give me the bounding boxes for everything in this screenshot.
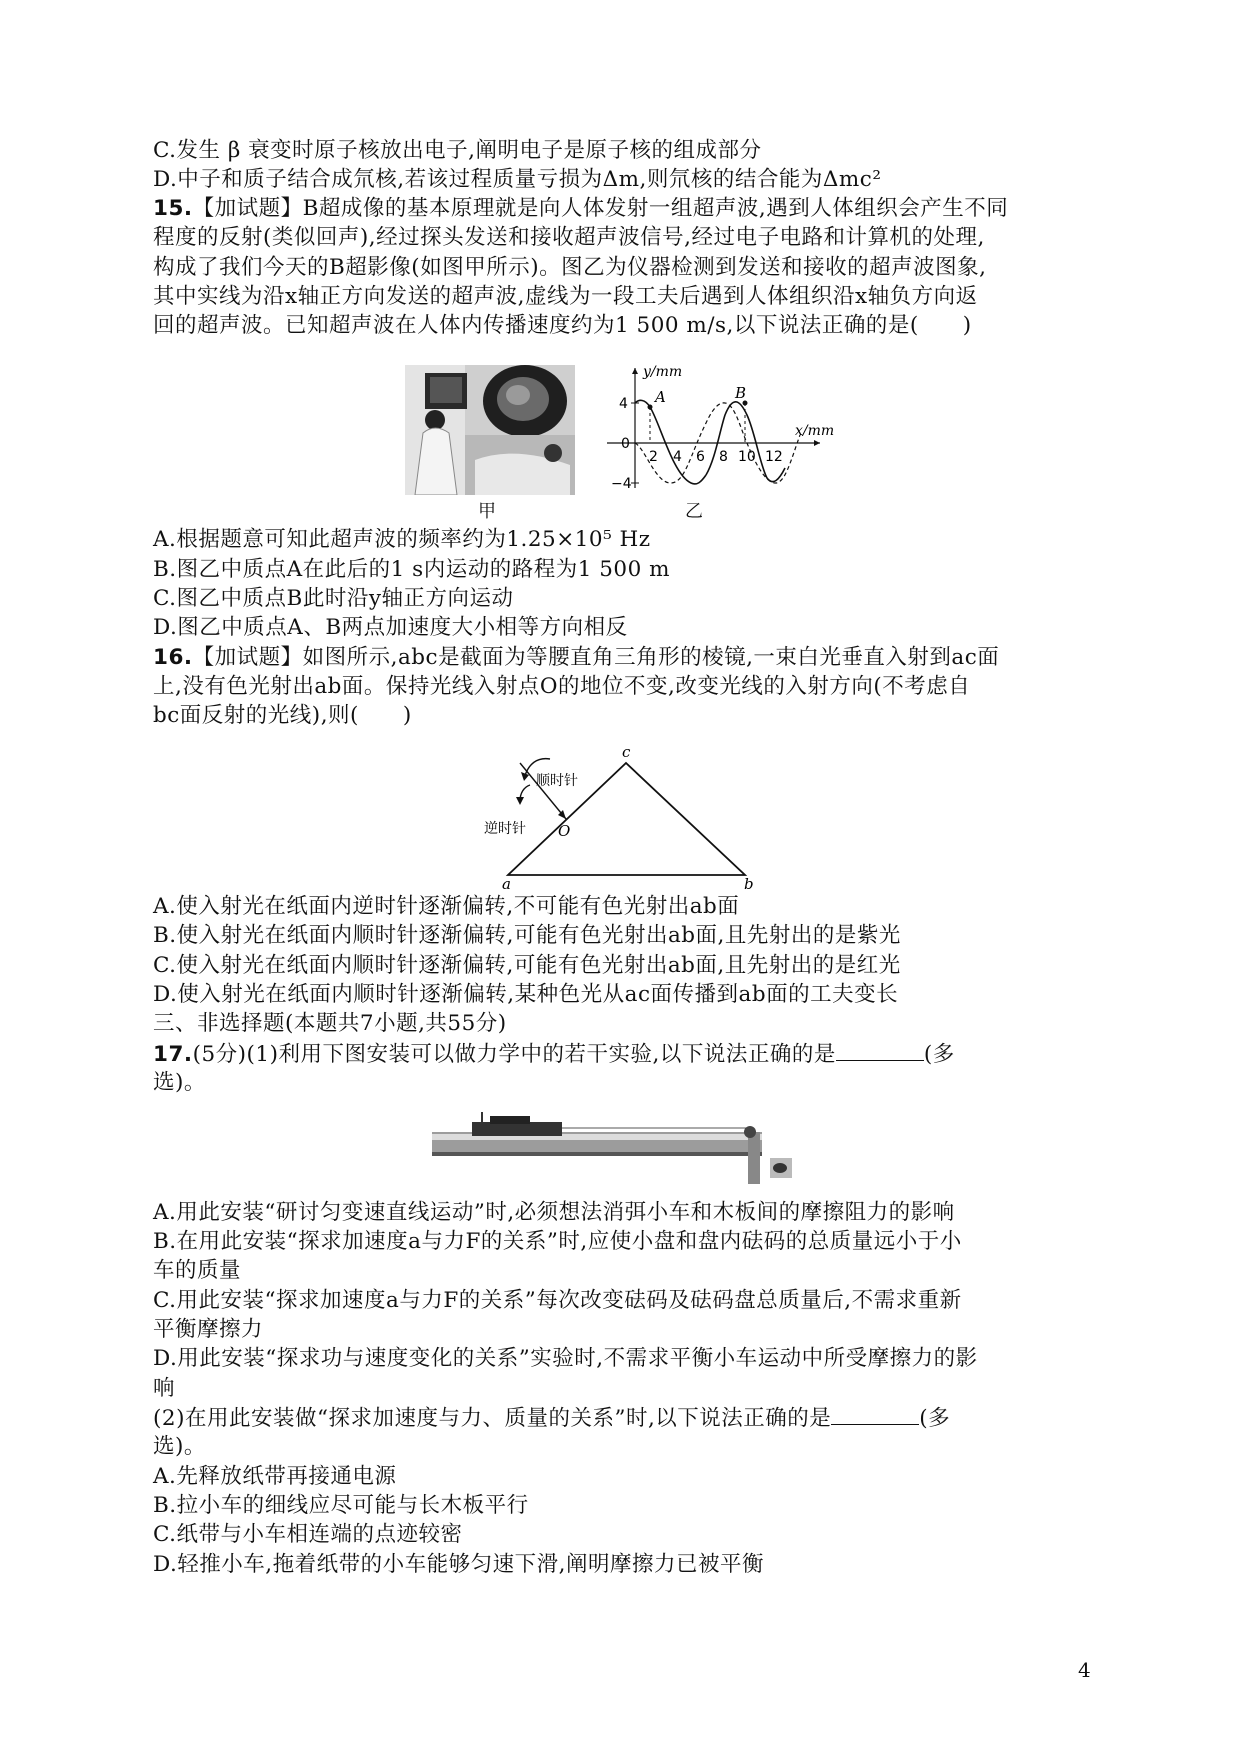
answer-blank-1[interactable] bbox=[836, 1040, 924, 1061]
prism-diagram bbox=[480, 735, 780, 890]
point-a-label: A bbox=[655, 388, 666, 406]
option-17-c-line-2: 平衡摩擦力 bbox=[153, 1317, 264, 1342]
option-17-2-b: B.拉小车的细线应尽可能与长木板平行 bbox=[153, 1493, 529, 1518]
question-17-text-1: (5分)(1)利用下图安装可以做力学中的若干实验,以下说法正确的是 bbox=[192, 1042, 836, 1067]
question-15-line-2: 程度的反射(类似回声),经过探头发送和接收超声波信号,经过电子电路和计算机的处理, bbox=[153, 225, 985, 250]
ultrasound-photo bbox=[405, 365, 575, 495]
option-17-a: A.用此安装“研讨匀变速直线运动”时,必须想法消弭小车和木板间的摩擦阻力的影响 bbox=[153, 1200, 955, 1225]
x-tick-12: 12 bbox=[765, 449, 783, 465]
point-o-label: O bbox=[558, 822, 571, 840]
apparatus-photo bbox=[430, 1108, 800, 1188]
option-17-d-line-1: D.用此安装“探求功与速度变化的关系”实验时,不需求平衡小车运动中所受摩擦力的影 bbox=[153, 1346, 978, 1371]
option-17-c-line-1: C.用此安装“探求加速度a与力F的关系”每次改变砝码及砝码盘总质量后,不需求重新 bbox=[153, 1288, 962, 1313]
question-17-number: 17. bbox=[153, 1042, 193, 1067]
x-tick-8: 8 bbox=[719, 449, 728, 465]
x-tick-2: 2 bbox=[649, 449, 658, 465]
question-17-part-2-tail: (多 bbox=[919, 1406, 951, 1431]
clockwise-label: 顺时针 bbox=[536, 773, 578, 789]
vertex-a-label: a bbox=[502, 875, 511, 890]
option-16-b: B.使入射光在纸面内顺时针逐渐偏转,可能有色光射出ab面,且先射出的是紫光 bbox=[153, 923, 901, 948]
figure-yi-caption: 乙 bbox=[685, 501, 703, 522]
question-16-text-1: 如图所示,abc是截面为等腰直角三角形的棱镜,一束白光垂直入射到ac面 bbox=[302, 645, 1000, 670]
y-axis-label: y/mm bbox=[643, 364, 683, 380]
option-17-b-line-2: 车的质量 bbox=[153, 1258, 242, 1283]
option-16-a: A.使入射光在纸面内逆时针逐渐偏转,不可能有色光射出ab面 bbox=[153, 894, 740, 919]
option-17-b-line-1: B.在用此安装“探求加速度a与力F的关系”时,应使小盘和盘内砝码的总质量远小于小 bbox=[153, 1229, 962, 1254]
question-15-line-5: 回的超声波。已知超声波在人体内传播速度约为1 500 m/s,以下说法正确的是( ) bbox=[153, 313, 972, 338]
point-b-label: B bbox=[735, 384, 747, 402]
x-axis-label: x/mm bbox=[795, 423, 835, 439]
question-16-line-2: 上,没有色光射出ab面。保持光线入射点O的地位不变,改变光线的入射方向(不考虑自 bbox=[153, 674, 971, 699]
option-17-d-line-2: 响 bbox=[153, 1376, 176, 1401]
question-15-line-4: 其中实线为沿x轴正方向发送的超声波,虚线为一段工夫后遇到人体组织沿x轴负方向返 bbox=[153, 284, 978, 309]
option-14-d: D.中子和质子结合成氘核,若该过程质量亏损为Δm,则氘核的结合能为Δmc² bbox=[153, 167, 882, 192]
question-17-line-1 bbox=[153, 1040, 1093, 1069]
question-15-number: 15. bbox=[153, 196, 193, 221]
counterclockwise-label: 逆时针 bbox=[484, 821, 526, 837]
question-17-line-2: 选)。 bbox=[153, 1070, 206, 1095]
figure-jia-caption: 甲 bbox=[478, 501, 496, 522]
x-tick-6: 6 bbox=[696, 449, 705, 465]
question-17-part-2-line-2: 选)。 bbox=[153, 1434, 206, 1459]
question-15-line-1 bbox=[153, 195, 1093, 223]
option-14-c: C.发生 β 衰变时原子核放出电子,阐明电子是原子核的组成部分 bbox=[153, 138, 762, 163]
question-15-text-1: B超成像的基本原理就是向人体发射一组超声波,遇到人体组织会产生不同 bbox=[302, 196, 1009, 221]
question-17-part-2-text: (2)在用此安装做“探求加速度与力、质量的关系”时,以下说法正确的是 bbox=[153, 1406, 832, 1431]
section-3-heading: 三、非选择题(本题共7小题,共55分) bbox=[153, 1011, 507, 1036]
question-17-part-2-line-1 bbox=[153, 1404, 1093, 1433]
option-16-d: D.使入射光在纸面内顺时针逐渐偏转,某种色光从ac面传播到ab面的工夫变长 bbox=[153, 982, 899, 1007]
option-15-d: D.图乙中质点A、B两点加速度大小相等方向相反 bbox=[153, 615, 628, 640]
x-tick-4: 4 bbox=[673, 449, 682, 465]
vertex-c-label: c bbox=[622, 743, 631, 761]
option-15-a: A.根据题意可知此超声波的频率约为1.25×10⁵ Hz bbox=[153, 527, 651, 552]
option-17-2-c: C.纸带与小车相连端的点迹较密 bbox=[153, 1522, 463, 1547]
y-tick-4: 4 bbox=[619, 396, 628, 412]
question-16-tag: 【加试题】 bbox=[192, 645, 303, 670]
question-15-tag: 【加试题】 bbox=[192, 196, 303, 221]
x-tick-10: 10 bbox=[738, 449, 756, 465]
option-17-2-a: A.先释放纸带再接通电源 bbox=[153, 1464, 397, 1489]
question-16-line-3: bc面反射的光线),则( ) bbox=[153, 703, 412, 728]
question-16-line-1 bbox=[153, 644, 1093, 672]
vertex-b-label: b bbox=[744, 875, 754, 890]
y-tick-0: 0 bbox=[621, 436, 630, 452]
question-17-text-1-tail: (多 bbox=[923, 1042, 955, 1067]
option-15-c: C.图乙中质点B此时沿y轴正方向运动 bbox=[153, 586, 514, 611]
question-16-number: 16. bbox=[153, 645, 193, 670]
option-16-c: C.使入射光在纸面内顺时针逐渐偏转,可能有色光射出ab面,且先射出的是红光 bbox=[153, 953, 901, 978]
wave-graph bbox=[595, 360, 835, 495]
page-number: 4 bbox=[1078, 1658, 1091, 1682]
y-tick-neg4: −4 bbox=[611, 476, 632, 492]
option-15-b: B.图乙中质点A在此后的1 s内运动的路程为1 500 m bbox=[153, 557, 670, 582]
question-15-line-3: 构成了我们今天的B超影像(如图甲所示)。图乙为仪器检测到发送和接收的超声波图象, bbox=[153, 255, 987, 280]
answer-blank-2[interactable] bbox=[831, 1404, 919, 1425]
option-17-2-d: D.轻推小车,拖着纸带的小车能够匀速下滑,阐明摩擦力已被平衡 bbox=[153, 1552, 764, 1577]
